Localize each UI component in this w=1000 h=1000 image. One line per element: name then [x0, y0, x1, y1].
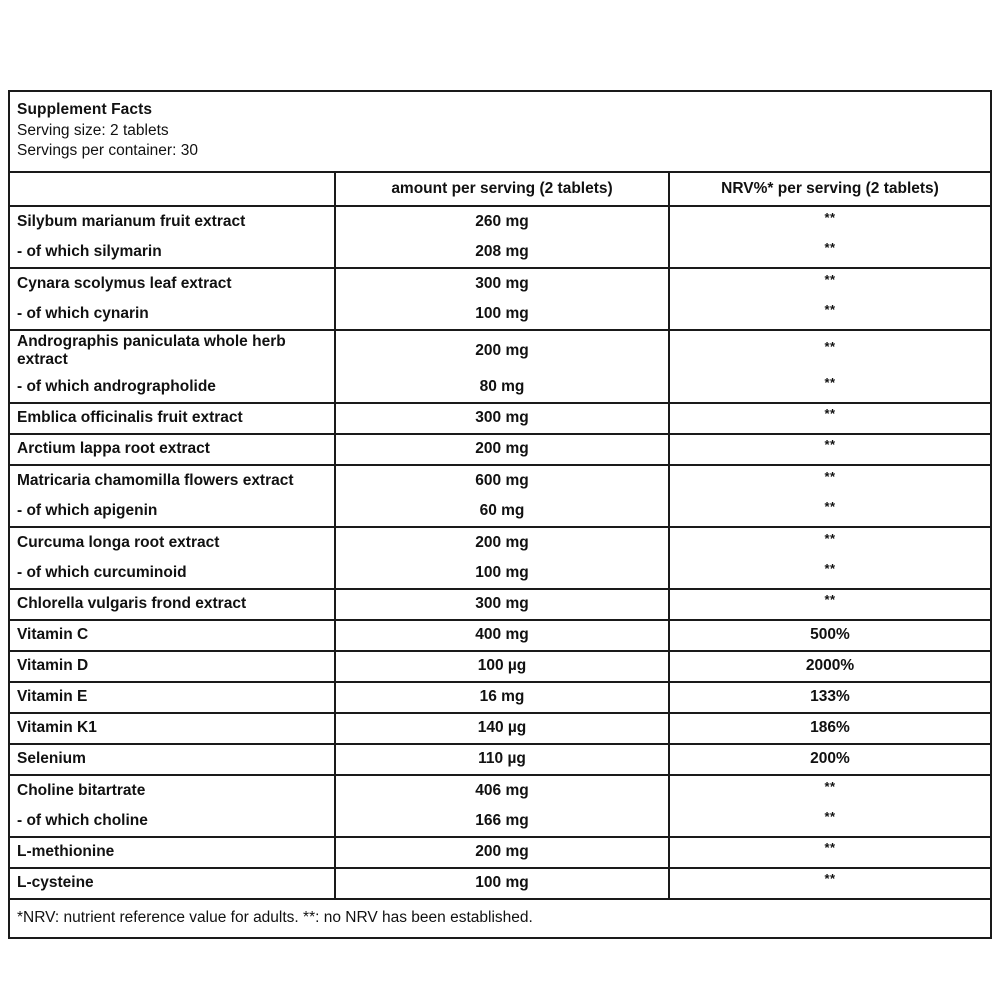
- table-row: [10, 744, 990, 775]
- ingredient-name: Silybum marianum fruit extract: [10, 206, 335, 237]
- ingredient-amount: 100 mg: [335, 299, 669, 330]
- ingredient-amount: 300 mg: [335, 589, 669, 620]
- supplement-facts-table: [10, 92, 990, 937]
- ingredient-name: Selenium: [10, 744, 335, 775]
- ingredient-nrv: 200%: [669, 744, 990, 775]
- ingredient-nrv: **: [669, 589, 990, 620]
- ingredient-nrv: 500%: [669, 620, 990, 651]
- ingredient-name: Vitamin C: [10, 620, 335, 651]
- ingredient-nrv: **: [824, 209, 836, 225]
- ingredient-nrv: **: [669, 496, 990, 527]
- serving-size-text: Serving size: 2 tablets: [17, 121, 169, 139]
- ingredient-name: Choline bitartrate: [10, 775, 335, 806]
- table-row: [10, 299, 990, 330]
- column-header-name: [10, 172, 335, 206]
- column-header-nrv: NRV%* per serving (2 tablets): [669, 172, 990, 206]
- ingredient-nrv: **: [824, 530, 836, 546]
- table-row: [10, 868, 990, 899]
- ingredient-amount: 60 mg: [335, 496, 669, 527]
- table-row: [10, 775, 990, 806]
- table-row: [10, 527, 990, 558]
- ingredient-amount: 406 mg: [335, 775, 669, 806]
- ingredient-name: Andrographis paniculata whole herb extract: [10, 330, 335, 372]
- table-row: [10, 620, 990, 651]
- table-row: [10, 682, 990, 713]
- ingredient-amount: 200 mg: [335, 837, 669, 868]
- ingredient-amount: 100 mg: [335, 868, 669, 899]
- ingredient-name: - of which andrographolide: [10, 372, 335, 403]
- column-header-amount: amount per serving (2 tablets): [335, 172, 669, 206]
- ingredient-amount: 110 µg: [335, 744, 669, 775]
- ingredient-name: - of which apigenin: [10, 496, 335, 527]
- table-row: [10, 713, 990, 744]
- table-row: [10, 496, 990, 527]
- ingredient-amount: 100 mg: [335, 558, 669, 589]
- table-row: [10, 558, 990, 589]
- ingredient-amount: 100 µg: [335, 651, 669, 682]
- column-header-row: [10, 172, 990, 206]
- ingredient-name: Vitamin E: [10, 682, 335, 713]
- ingredient-amount: 200 mg: [335, 527, 669, 558]
- ingredient-nrv: **: [669, 403, 990, 434]
- table-row: [10, 268, 990, 299]
- table-row: [10, 330, 990, 372]
- ingredient-amount: 600 mg: [335, 465, 669, 496]
- supplement-facts-panel: [8, 90, 992, 939]
- footnote-text: *NRV: nutrient reference value for adults. **: no NRV has been established.: [10, 899, 990, 937]
- ingredient-nrv: 2000%: [669, 651, 990, 682]
- table-row: [10, 589, 990, 620]
- ingredient-name: Vitamin D: [10, 651, 335, 682]
- ingredient-amount: 260 mg: [335, 206, 669, 237]
- table-row: [10, 237, 990, 268]
- ingredient-amount: 208 mg: [335, 237, 669, 268]
- ingredient-nrv: **: [824, 778, 836, 794]
- ingredient-name: - of which curcuminoid: [10, 558, 335, 589]
- ingredient-name: Curcuma longa root extract: [10, 527, 335, 558]
- table-row: [10, 403, 990, 434]
- ingredient-amount: 166 mg: [335, 806, 669, 837]
- ingredient-amount: 80 mg: [335, 372, 669, 403]
- ingredient-nrv: **: [669, 806, 990, 837]
- ingredient-nrv: 133%: [669, 682, 990, 713]
- ingredient-name: Vitamin K1: [10, 713, 335, 744]
- ingredient-nrv: **: [824, 468, 836, 484]
- ingredient-nrv: **: [669, 558, 990, 589]
- table-row: [10, 434, 990, 465]
- servings-per-container-text: Servings per container: 30: [17, 142, 198, 160]
- ingredient-amount: 16 mg: [335, 682, 669, 713]
- ingredient-amount: 300 mg: [335, 403, 669, 434]
- ingredient-amount: 140 µg: [335, 713, 669, 744]
- ingredient-name: L-cysteine: [10, 868, 335, 899]
- ingredient-amount: 200 mg: [335, 434, 669, 465]
- ingredient-nrv: **: [669, 837, 990, 868]
- ingredient-name: Cynara scolymus leaf extract: [10, 268, 335, 299]
- ingredient-name: Arctium lappa root extract: [10, 434, 335, 465]
- ingredient-name: Matricaria chamomilla flowers extract: [10, 465, 335, 496]
- table-row: [10, 651, 990, 682]
- facts-title-cell: [10, 92, 990, 172]
- ingredient-nrv: **: [824, 271, 836, 287]
- table-row: [10, 206, 990, 237]
- ingredient-name: - of which choline: [10, 806, 335, 837]
- ingredient-nrv: **: [669, 299, 990, 330]
- ingredient-nrv: 186%: [669, 713, 990, 744]
- ingredient-nrv: **: [669, 237, 990, 268]
- table-row: [10, 806, 990, 837]
- table-row: [10, 465, 990, 496]
- ingredient-name: L-methionine: [10, 837, 335, 868]
- ingredient-nrv: **: [824, 339, 836, 355]
- ingredient-nrv: **: [669, 434, 990, 465]
- facts-title-row: [10, 92, 990, 172]
- ingredient-amount: 300 mg: [335, 268, 669, 299]
- footnote-row: [10, 899, 990, 937]
- table-row: [10, 837, 990, 868]
- ingredient-amount: 400 mg: [335, 620, 669, 651]
- table-row: [10, 372, 990, 403]
- ingredient-amount: 200 mg: [335, 330, 669, 372]
- page-title: Supplement Facts: [17, 101, 153, 118]
- ingredient-nrv: **: [824, 871, 836, 887]
- ingredient-name: - of which silymarin: [10, 237, 335, 268]
- ingredient-name: Emblica officinalis fruit extract: [10, 403, 335, 434]
- ingredient-name: Chlorella vulgaris frond extract: [10, 589, 335, 620]
- ingredient-name: - of which cynarin: [10, 299, 335, 330]
- ingredient-nrv: **: [669, 372, 990, 403]
